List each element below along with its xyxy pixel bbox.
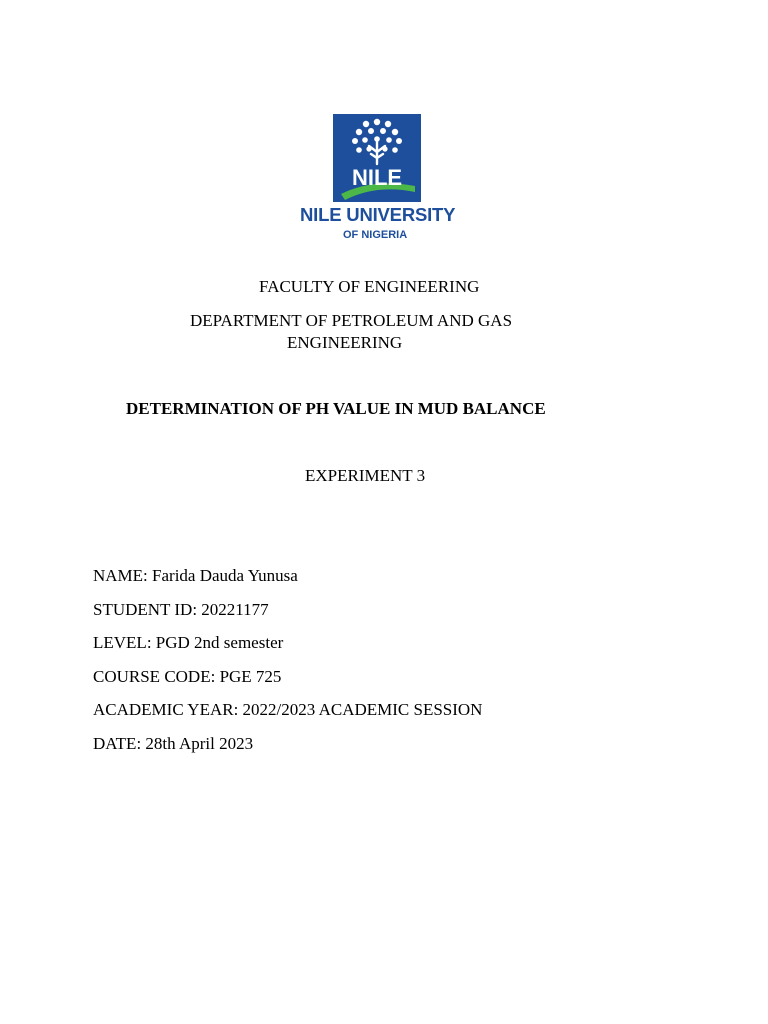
department-heading-line1: DEPARTMENT OF PETROLEUM AND GAS xyxy=(190,311,513,330)
report-title: DETERMINATION OF PH VALUE IN MUD BALANCE xyxy=(126,399,546,418)
nile-university-logo xyxy=(333,114,421,202)
student-name: NAME: Farida Dauda Yunusa xyxy=(93,566,298,585)
university-name: NILE UNIVERSITY xyxy=(300,204,456,225)
tree-logo-icon xyxy=(333,114,421,202)
faculty-heading: FACULTY OF ENGINEERING xyxy=(259,277,480,296)
course-code: COURSE CODE: PGE 725 xyxy=(93,667,282,686)
experiment-label: EXPERIMENT 3 xyxy=(305,466,426,485)
university-subtitle: OF NIGERIA xyxy=(343,229,408,241)
academic-year: ACADEMIC YEAR: 2022/2023 ACADEMIC SESSION xyxy=(93,700,483,719)
submission-date: DATE: 28th April 2023 xyxy=(93,734,254,753)
student-level: LEVEL: PGD 2nd semester xyxy=(93,633,284,652)
student-id: STUDENT ID: 20221177 xyxy=(93,600,269,619)
logo-mark-text: NILE xyxy=(351,165,403,190)
department-heading-line2: ENGINEERING xyxy=(287,333,403,352)
